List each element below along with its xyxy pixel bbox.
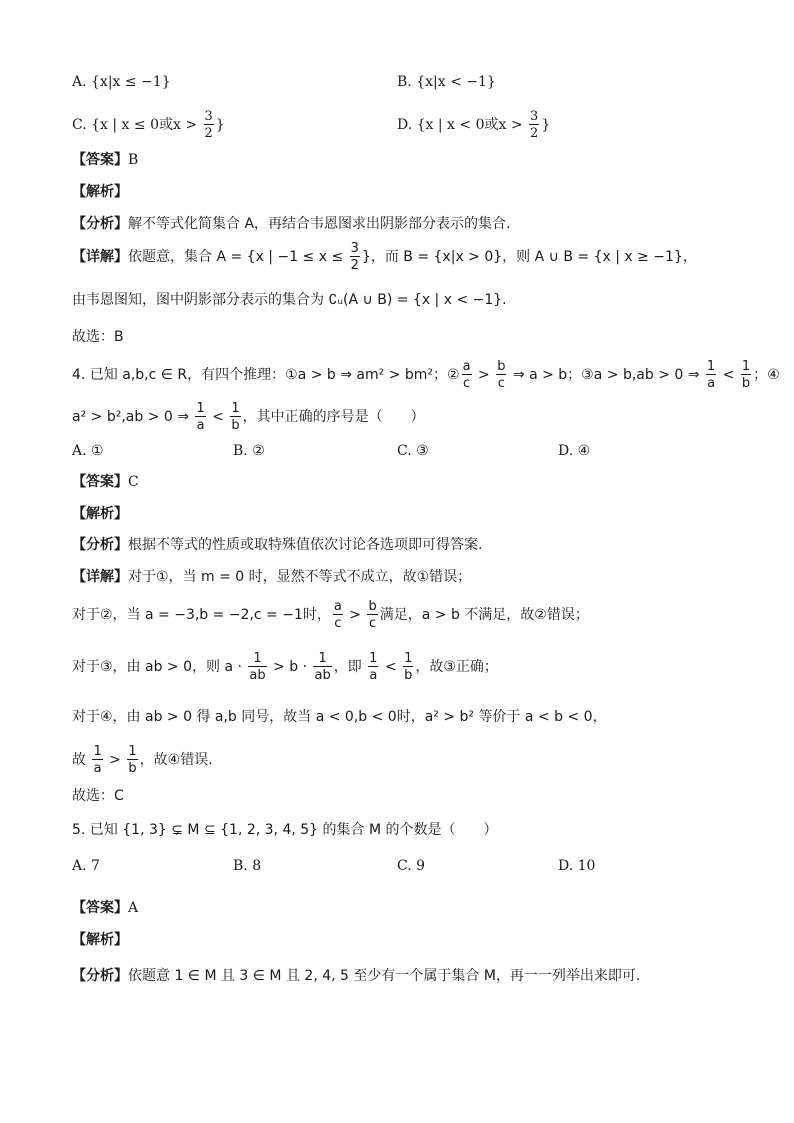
q4-detail-5: 故 $\frac{1}{a}$ > $\frac{1}{b}$ ，故④错误. [72, 744, 213, 776]
q3-analysis-heading: 【解析】 [72, 184, 128, 200]
fraction: $\frac{a}{c}$ [462, 359, 471, 391]
q4-detail-4: 对于④，由 ab > 0 得 a,b 同号，故当 a < 0,b < 0时，a² > b² 等价于 a < b < 0， [72, 709, 607, 725]
q3-option-a: A. {x|x ≤ −1} [72, 74, 171, 90]
q3-option-b: B. {x|x < −1} [397, 74, 496, 90]
fraction: $\frac{3}{2}$ [204, 109, 213, 141]
q3-detail-1: 【详解】依题意，集合 A = {x | −1 ≤ x ≤ $\frac{3}{2}$ }，而 B = {x|x > 0}，则 A ∪ B = {x | x ≥ −1}， [72, 241, 697, 273]
q4-stem-line-1: 4. 已知 a,b,c ∈ R，有四个推理：①a > b ⇒ am² > bm²；② $\frac{a}{c}$ > $\frac{b}{c}$ ⇒ a > b；③a > b,ab > 0 ⇒ $\frac{1}{a}$ < $\frac{1}{b}$ ；④ [72, 359, 780, 391]
fraction: $\frac{1}{a}$ [93, 744, 102, 776]
fraction: $\frac{1}{b}$ [404, 651, 413, 683]
q5-analysis-heading: 【解析】 [72, 932, 128, 948]
q4-option-c: C. ③ [397, 443, 429, 459]
q4-fenxi: 【分析】根据不等式的性质或取特殊值依次讨论各选项即可得答案. [72, 537, 483, 553]
q3-option-c: C. {x | x ≤ 0或x > $\frac{3}{2}$ } [72, 109, 225, 141]
fraction: $\frac{1}{a}$ [196, 401, 205, 433]
q5-stem: 5. 已知 {1, 3} ⊊ M ⊆ {1, 2, 3, 4, 5} 的集合 M 的个数是（ ） [72, 822, 498, 838]
fraction: $\frac{1}{b}$ [741, 359, 751, 391]
q4-detail-3: 对于③，由 ab > 0，则 a · $\frac{1}{ab}$ > b · $\frac{1}{ab}$ ，即 $\frac{1}{a}$ < $\frac{1}{b}$ ，故③正确； [72, 651, 498, 683]
q4-answer: 【答案】C [72, 474, 139, 490]
q5-answer: 【答案】A [72, 900, 139, 916]
q5-option-d: D. 10 [558, 858, 596, 874]
q5-option-a: A. 7 [72, 858, 100, 874]
fraction: $\frac{3}{2}$ [530, 109, 539, 141]
q4-detail-1: 【详解】对于①，当 m = 0 时，显然不等式不成立，故①错误； [72, 569, 472, 585]
q5-option-c: C. 9 [397, 858, 426, 874]
q4-stem-line-2: a² > b²,ab > 0 ⇒ $\frac{1}{a}$ < $\frac{1}{b}$ ，其中正确的序号是（ ） [72, 401, 425, 433]
q3-answer: 【答案】B [72, 152, 139, 168]
fraction: $\frac{1}{ab}$ [314, 651, 331, 683]
q5-option-b: B. 8 [233, 858, 262, 874]
q4-conclusion: 故选：C [72, 788, 124, 804]
fraction: $\frac{1}{b}$ [128, 744, 137, 776]
q3-fenxi: 【分析】解不等式化简集合 A，再结合韦恩图求出阴影部分表示的集合. [72, 216, 511, 232]
fraction: $\frac{1}{b}$ [231, 401, 240, 433]
fraction: $\frac{a}{c}$ [333, 599, 342, 631]
fraction: $\frac{1}{a}$ [369, 651, 378, 683]
q4-option-b: B. ② [233, 443, 265, 459]
q4-option-d: D. ④ [558, 443, 591, 459]
q3-option-d: D. {x | x < 0或x > $\frac{3}{2}$ } [397, 109, 551, 141]
q3-detail-2: 由韦恩图知，图中阴影部分表示的集合为 ∁ᵤ(A ∪ B) = {x | x < −1}. [72, 292, 507, 308]
fraction: $\frac{1}{ab}$ [249, 651, 266, 683]
q4-option-a: A. ① [72, 443, 104, 459]
fraction: $\frac{3}{2}$ [350, 241, 359, 273]
fraction: $\frac{1}{a}$ [706, 359, 716, 391]
fraction: $\frac{b}{c}$ [368, 599, 377, 631]
fraction: $\frac{b}{c}$ [497, 359, 506, 391]
q5-fenxi: 【分析】依题意 1 ∈ M 且 3 ∈ M 且 2, 4, 5 至少有一个属于集合 M，再一一列举出来即可. [72, 968, 641, 984]
q4-detail-2: 对于②，当 a = −3,b = −2,c = −1时， $\frac{a}{c}$ > $\frac{b}{c}$ 满足，a > b 不满足，故②错误； [72, 599, 589, 631]
q3-conclusion: 故选：B [72, 329, 124, 345]
q4-analysis-heading: 【解析】 [72, 506, 128, 522]
